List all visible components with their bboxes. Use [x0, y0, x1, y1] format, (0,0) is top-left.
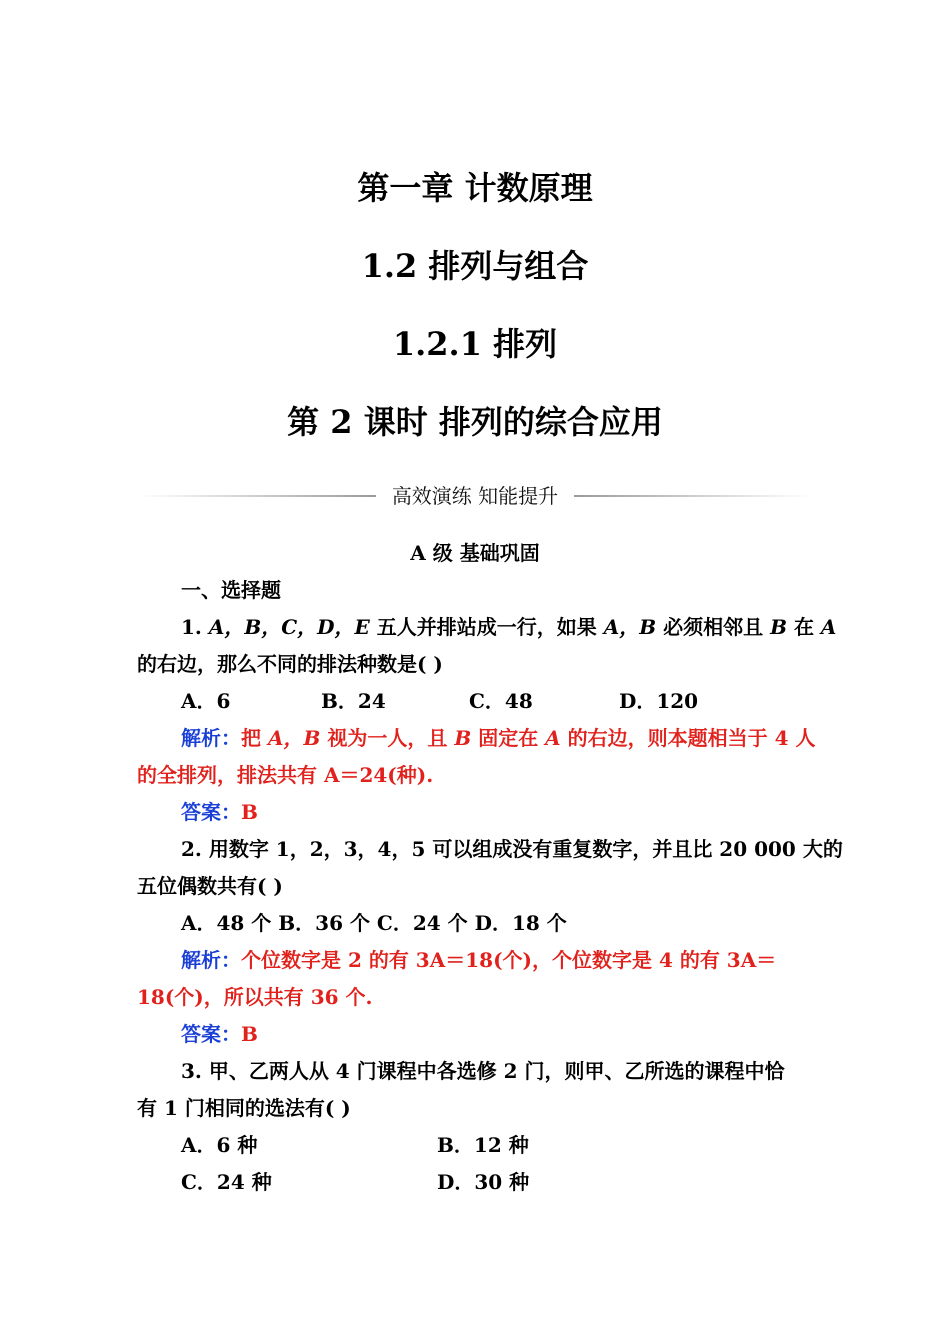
question-2-answer: 答案：B: [181, 1022, 258, 1046]
lesson-title: 第 2 课时 排列的综合应用: [287, 403, 663, 441]
question-2-line-2: 五位偶数共有( ): [137, 874, 283, 898]
section-title: 1.2 排列与组合: [361, 247, 589, 285]
question-3-option-d: D．30 种: [437, 1170, 530, 1194]
question-3-line-2: 有 1 门相同的选法有( ): [137, 1096, 351, 1120]
question-2-options: A．48 个 B．36 个 C．24 个 D．18 个: [181, 911, 567, 935]
subsection-title: 1.2.1 排列: [392, 325, 558, 363]
question-3-option-c: C．24 种: [181, 1170, 272, 1194]
part-heading: 一、选择题: [181, 578, 281, 602]
question-2-line-1: 2. 用数字 1，2，3，4，5 可以组成没有重复数字，并且比 20 000 大的: [181, 837, 843, 861]
question-1-option-a: A．6: [181, 689, 231, 713]
question-3-line-1: 3. 甲、乙两人从 4 门课程中各选修 2 门，则甲、乙所选的课程中恰: [181, 1059, 785, 1083]
question-1-analysis-line-2: 的全排列，排法共有 A＝24(种).: [137, 763, 434, 787]
question-1-option-d: D．120: [619, 689, 699, 713]
question-1-option-b: B．24: [321, 689, 386, 713]
question-1-line-1: 1. A，B，C，D，E 五人并排站成一行，如果 A，B 必须相邻且 B 在 A: [181, 615, 837, 639]
level-heading: A 级 基础巩固: [410, 541, 540, 565]
banner-divider: [140, 482, 810, 510]
question-3-option-b: B．12 种: [437, 1133, 529, 1157]
question-1-line-2: 的右边，那么不同的排法种数是( ): [137, 652, 443, 676]
question-1-analysis-line-1: 解析：把 A，B 视为一人，且 B 固定在 A 的右边，则本题相当于 4 人: [181, 726, 816, 750]
chapter-title: 第一章 计数原理: [357, 169, 593, 207]
question-1-option-c: C．48: [469, 689, 533, 713]
question-2-analysis-line-1: 解析：个位数字是 2 的有 3A＝18(个)，个位数字是 4 的有 3A＝: [181, 948, 777, 972]
question-3-option-a: A．6 种: [181, 1133, 258, 1157]
question-1-answer: 答案：B: [181, 800, 258, 824]
question-2-analysis-line-2: 18(个)，所以共有 36 个.: [137, 985, 373, 1009]
banner-text: 高效演练 知能提升: [391, 484, 559, 508]
